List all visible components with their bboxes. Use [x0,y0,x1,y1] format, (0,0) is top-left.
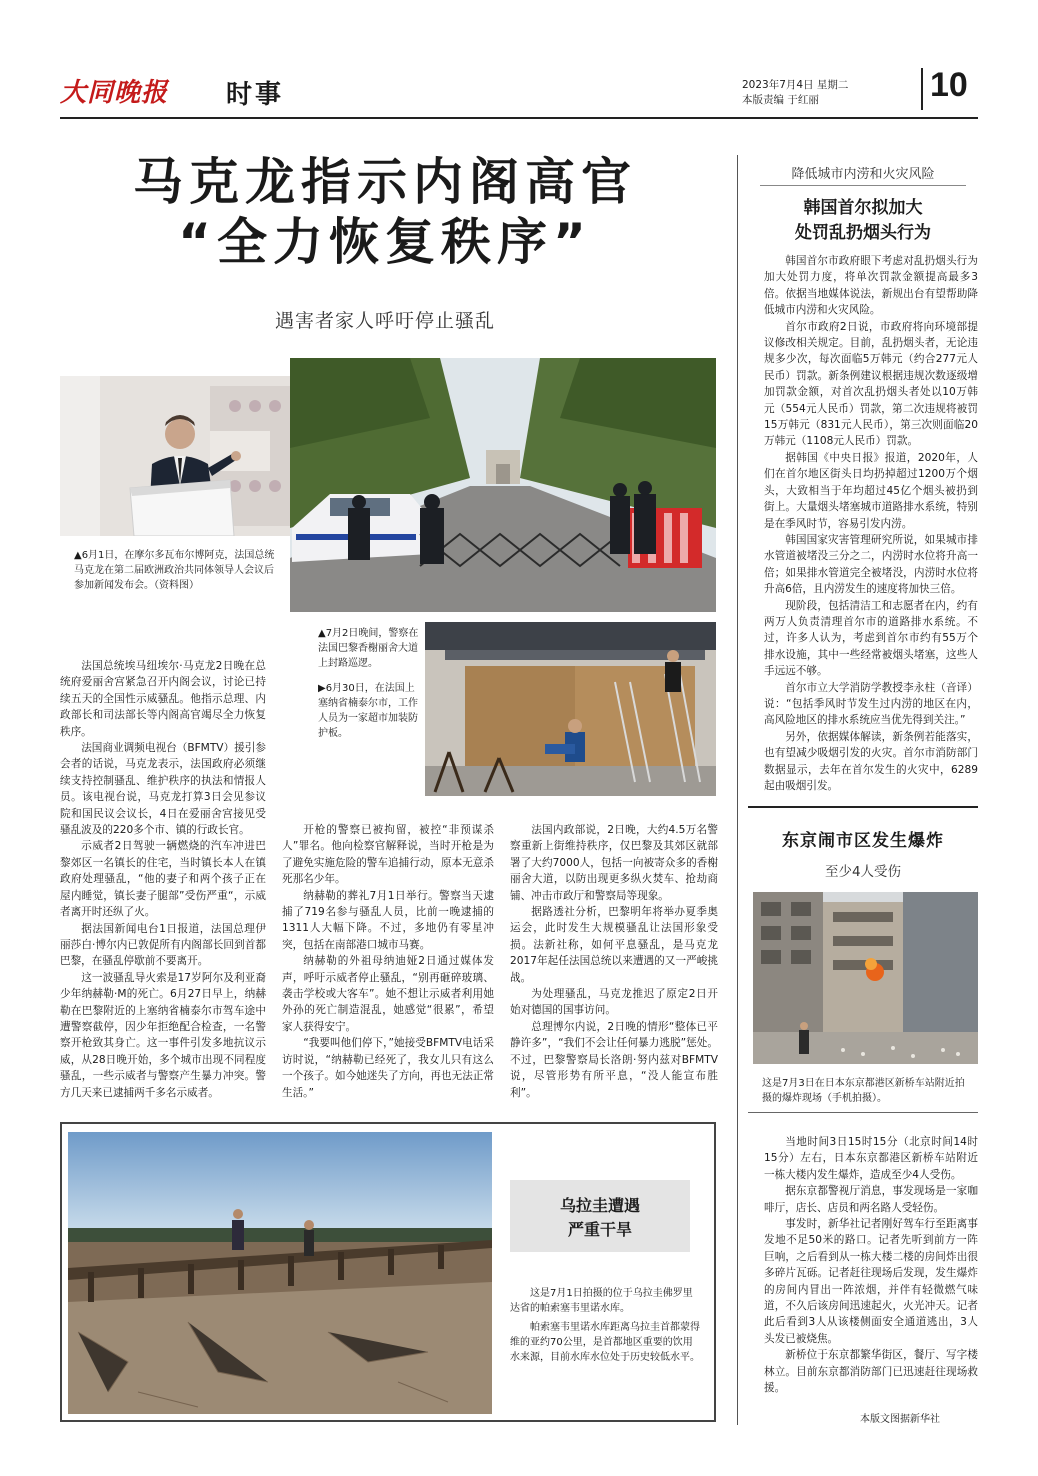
seoul-kicker: 降低城市内涝和火灾风险 [791,167,935,182]
uruguay-caption-detail: 帕索塞韦里诺水库距离乌拉圭首都蒙得维的亚约70公里，是首都地区重要的饮用水来源，目前水库水位处于历史较低水平。 [510,1322,700,1363]
sidebar-divider [737,155,738,1425]
workers-photo [425,622,716,796]
tokyo-explosion-photo [753,892,978,1064]
uruguay-reservoir-photo [68,1132,492,1414]
macron-photo [60,376,296,536]
tokyo-caption: 这是7月3日在日本东京都港区新桥车站附近拍摄的爆炸现场（手机拍摄）。 [762,1078,965,1104]
main-column-2: 开枪的警察已被拘留，被控“非预谋杀人”罪名。他向检察官解释说，当时开枪是为了避免实施危险的警车追捕行动，原本无意杀死那名少年。 纳赫勒的葬礼7月1日举行。警察当天逮捕了719名参与骚乱人员，比前一晚逮捕的1311人大幅下降。不过，多地仍有零星冲突，包括在南部港口城市马赛。 纳赫勒的外祖母纳迪娅2日通过媒体发声，呼吁示威者停止骚乱，“别再砸碎玻璃、袭击学校或大客车”。她不想让示威者利用她外孙的死亡制造混乱，她感觉“很累”，希望家人获得安宁。 “我要叫他们停下，”她接受BFMTV电话采访时说，“纳赫勒已经死了，我女儿只有这么一个孩子。如今她迷失了方向，再也无法正常生活。” [282,824,494,1099]
page-number: 10 [930,66,968,104]
macron-caption: ▲6月1日，在摩尔多瓦布尔博阿克，法国总统马克龙在第二届欧洲政治共同体领导人会议后参加新闻发布会。（资料图） [74,550,275,591]
seoul-headline: 韩国首尔拟加大 处罚乱扔烟头行为 [795,198,931,243]
issue-date: 2023年7月4日 星期二 [742,79,849,91]
champs-elysees-image [290,358,716,612]
workers-image [425,622,716,796]
tokyo-headline: 东京闹市区发生爆炸 [782,831,944,851]
masthead-rule [60,117,978,119]
champs-elysees-photo [290,358,716,612]
tokyo-caption-rule [748,1112,978,1113]
main-subhead: 遇害者家人呼吁停止骚乱 [274,310,495,332]
uruguay-reservoir-image [68,1132,492,1414]
page-editor: 本版责编 于红丽 [742,94,819,106]
page-credit: 本版文图据新华社 [860,1414,940,1425]
workers-caption: ▶6月30日，在法国上塞纳省楠泰尔市，工作人员为一家超市加装防护板。 [318,683,418,739]
police-caption: ▲7月2日晚间，警察在法国巴黎香榭丽舍大道上封路巡逻。 [318,628,419,669]
seoul-end-rule [748,806,978,808]
page-number-divider [921,68,923,110]
seoul-kicker-rule [760,185,966,186]
main-column-1: 法国总统埃马纽埃尔·马克龙2日晚在总统府爱丽舍宫紧急召开内阁会议，讨论已持续五天的全国性示威骚乱。他指示总理、内政部长和司法部长等内阁高官竭尽全力恢复秩序。 法国商业调频电视台（BFMTV）援引参会者的话说，马克龙表示，法国政府必须继续支持控制骚乱、维护秩序的执法和情报人员。该电视台说，马克龙打算3日会见参议院和国民议会议长，4日在爱丽舍宫接见受骚乱波及的220多个市、镇的行政长官。 示威者2日驾驶一辆燃烧的汽车冲进巴黎郊区一名镇长的住宅，当时镇长本人在镇政府处理骚乱，“他的妻子和两个孩子正在屋内睡觉，镇长妻子腿部”受伤严重“，示威者离开时还纵了火。 据法国新闻电台1日报道，法国总理伊丽莎白·博尔内已敦促所有内阁部长回到首都巴黎，在骚乱停歇前不要离开。 这一波骚乱导火索是17岁阿尔及利亚裔少年纳赫勒·M的死亡。6月27日早上，纳赫勒在巴黎附近的上塞纳省楠泰尔市驾车途中遭警察截停，因少年拒绝配合检查，一名警察开枪致其身亡。这一事件引发多地抗议示威，从28日晚开始，多个城市出现不同程度骚乱，一些示威者与警察产生暴力冲突。警方几天来已逮捕两千多名示威者。 [60,660,266,1099]
issue-info [742,78,848,108]
tokyo-body: 当地时间3日15时15分（北京时间14时15分）左右，日本东京都港区新桥车站附近一栋大楼内发生爆炸，造成至少4人受伤。 据东京都警视厅消息，事发现场是一家咖啡厅，店长、店员和两名路人受轻伤。 事发时，新华社记者刚好驾车行至距离事发地不足50米的路口。记者先听到前方一阵巨响，之后看到从一栋大楼二楼的房间炸出很多碎片瓦砾。记者赶往现场后发现，发生爆炸的房间内冒出一阵浓烟，并伴有轻微燃气味道，不久后该房间迅速起火，火光冲天。记者此后看到3人从该楼侧面安全通道逃出，3人头发已被烧焦。 新桥位于东京都繁华街区，餐厅、写字楼林立。目前东京都消防部门已迅速赶往现场救援。 [764,1136,978,1395]
tokyo-subhead: 至少4人受伤 [824,864,902,880]
uruguay-caption: 这是7月1日拍摄的位于乌拉圭佛罗里达省的帕索塞韦里诺水库。 [510,1288,693,1314]
uruguay-headline: 乌拉圭遭遇 严重干旱 [559,1196,640,1239]
tokyo-explosion-image [753,892,978,1064]
main-column-3: 法国内政部说，2日晚，大约4.5万名警察重新上街维持秩序，仅巴黎及其郊区就部署了大约7000人，包括一向被寄众多的香榭丽舍大道，以防出现更多纵火焚车、抢劫商铺、冲击市政厅和警察局等现象。 据路透社分析，巴黎明年将举办夏季奥运会，此时发生大规模骚乱让法国形象受损。法新社称，如何平息骚乱，是马克龙2017年起任法国总统以来遭遇的又一严峻挑战。 为处理骚乱，马克龙推迟了原定2日开始对德国的国事访问。 总理博尔内说，2日晚的情形“整体已平静许多”，“我们不会让任何暴力逃脱”惩处。不过，巴黎警察局长洛朗·努内兹对BFMTV说，尽管形势有所平息，“没人能宣布胜利”。 [510,824,718,1099]
newspaper-logo: 大同晚报 [60,78,169,108]
macron-photo-image [60,376,296,536]
section-title: 时事 [226,80,285,110]
seoul-body: 韩国首尔市政府眼下考虑对乱扔烟头行为加大处罚力度，将单次罚款金额提高最多3倍。依据当地媒体说法，新规出台有望帮助降低城市内涝和火灾风险。 首尔市政府2日说，市政府将向环境部提议修改相关规定。目前，乱扔烟头者，无论违规多少次，每次面临5万韩元（约合277元人民币）罚款。新条例建议根据违规次数逐级增加罚款金额，对首次乱扔烟头者处以10万韩元（554元人民币）罚款，第二次违规将被罚15万韩元（831元人民币），第三次则面临20万韩元（1108元人民币）罚款。 据韩国《中央日报》报道，2020年，人们在首尔地区街头日均扔掉超过1200万个烟头，大致相当于年均超过45亿个烟头被扔到街上。大量烟头堵塞城市道路排水系统，特别是在季风时节，容易引发内涝。 韩国国家灾害管理研究所说，如果城市排水管道被堵没三分之二，内涝时水位将升高一倍；如果排水管道完全被堵没，内涝时水位将升高6倍，且内涝发生的速度将加快三倍。 现阶段，包括清洁工和志愿者在内，约有两万人负责清理首尔市的道路排水系统。不过，许多人认为，考虑到首尔市约有55万个排水设施，其中一些经常被烟头堵塞，这些人手远远不够。 首尔市立大学消防学教授李永柱（音译）说：“包括季风时节发生过内涝的地区在内，高风险地区的排水系统应当优先得到关注。” 另外，依据媒体解读，新条例若能落实，也有望减少吸烟引发的火灾。首尔市消防部门数据显示，去年在首尔发生的火灾中，6289起由吸烟引发。 [764,255,978,792]
main-headline: 马克龙指示内阁高官 “全力恢复秩序” [133,153,637,271]
